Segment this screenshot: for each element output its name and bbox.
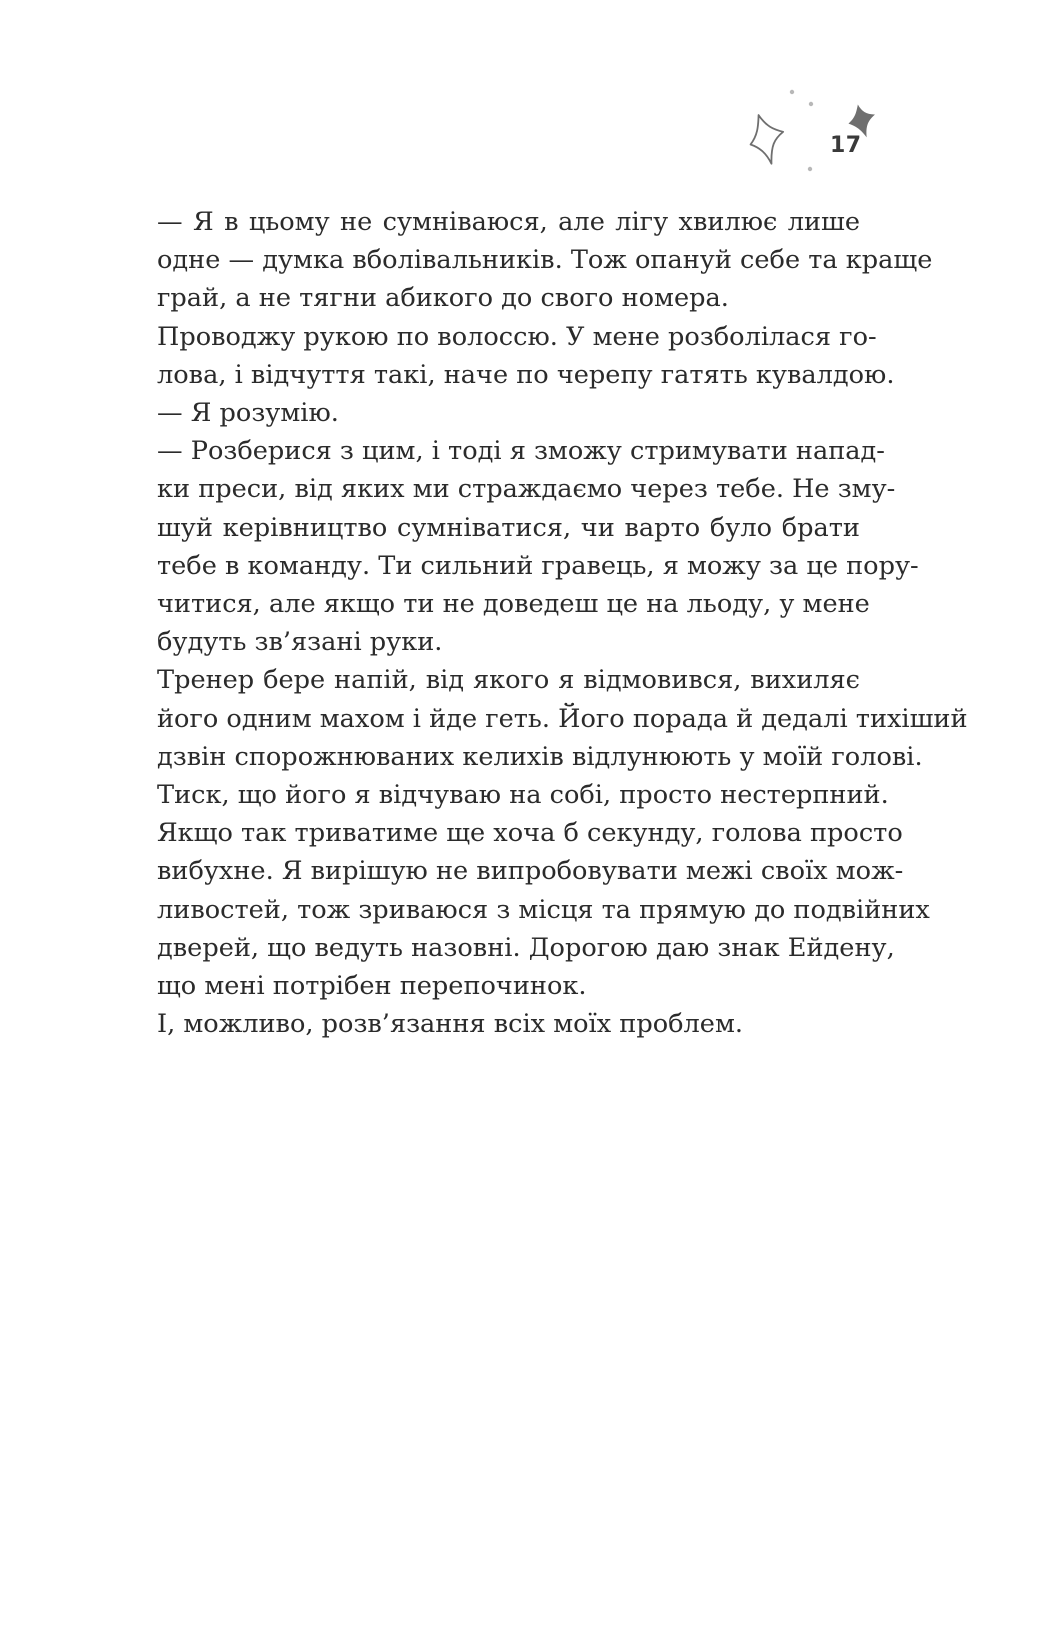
text-line: тебе в команду. Ти сильний гравець, я можу за це пору- — [157, 550, 919, 581]
text-line: І, можливо, розв’язання всіх моїх проблем. — [157, 1009, 743, 1040]
text-line: Тренер бере напій, від якого я відмовився, вихиляє — [157, 665, 860, 696]
paragraph — [157, 203, 933, 318]
text-line: шуй керівництво сумніватися, чи варто було брати — [157, 512, 860, 543]
page-number: 17 — [830, 133, 862, 158]
text-line: лова, і відчуття такі, наче по черепу гатять кувалдою. — [157, 359, 895, 390]
text-line: одне — думка вболівальників. Тож опануй себе та краще — [157, 245, 933, 276]
text-line: Тиск, що його я відчуваю на собі, просто нестерпний. — [157, 780, 889, 811]
dot-icon — [790, 90, 794, 94]
text-line: будуть зв’язані руки. — [157, 627, 443, 658]
body-text — [157, 203, 968, 1043]
header-ornament — [740, 80, 910, 180]
paragraph — [157, 432, 919, 661]
text-line: грай, а не тягни абикого до свого номера. — [157, 283, 729, 314]
text-line: ки преси, від яких ми страждаємо через тебе. Не зму- — [157, 474, 896, 505]
text-line: Проводжу рукою по волоссю. У мене розболілася го- — [157, 321, 877, 352]
text-line: Якщо так триватиме ще хоча б секунду, голова просто — [157, 818, 903, 849]
dot-icon — [808, 167, 812, 171]
paragraph — [157, 814, 930, 1005]
text-line: — Я розумію. — [157, 398, 339, 429]
text-line: — Розберися з цим, і тоді я зможу стримувати напад- — [157, 436, 885, 467]
text-line: дверей, що ведуть назовні. Дорогою даю знак Ейдену, — [157, 932, 895, 963]
text-line: читися, але якщо ти не доведеш це на льоду, у мене — [157, 589, 870, 620]
text-line: ливостей, тож зриваюся з місця та прямую до подвійних — [157, 894, 930, 925]
text-line: вибухне. Я вирішую не випробовувати межі своїх мож- — [157, 856, 904, 887]
dot-icon — [809, 102, 813, 106]
paragraph — [157, 394, 860, 432]
text-line: його одним махом і йде геть. Його порада й дедалі тихіший — [157, 703, 968, 734]
paragraph — [157, 1005, 860, 1043]
outline-star-icon — [747, 112, 788, 166]
text-line: що мені потрібен перепочинок. — [157, 971, 587, 1002]
text-line: — Я в цьому не сумніваюся, але лігу хвилює лише — [157, 207, 860, 237]
text-line: дзвін спорожнюваних келихів відлунюють у моїй голові. — [157, 741, 923, 772]
paragraph — [157, 661, 968, 814]
paragraph — [157, 318, 895, 394]
